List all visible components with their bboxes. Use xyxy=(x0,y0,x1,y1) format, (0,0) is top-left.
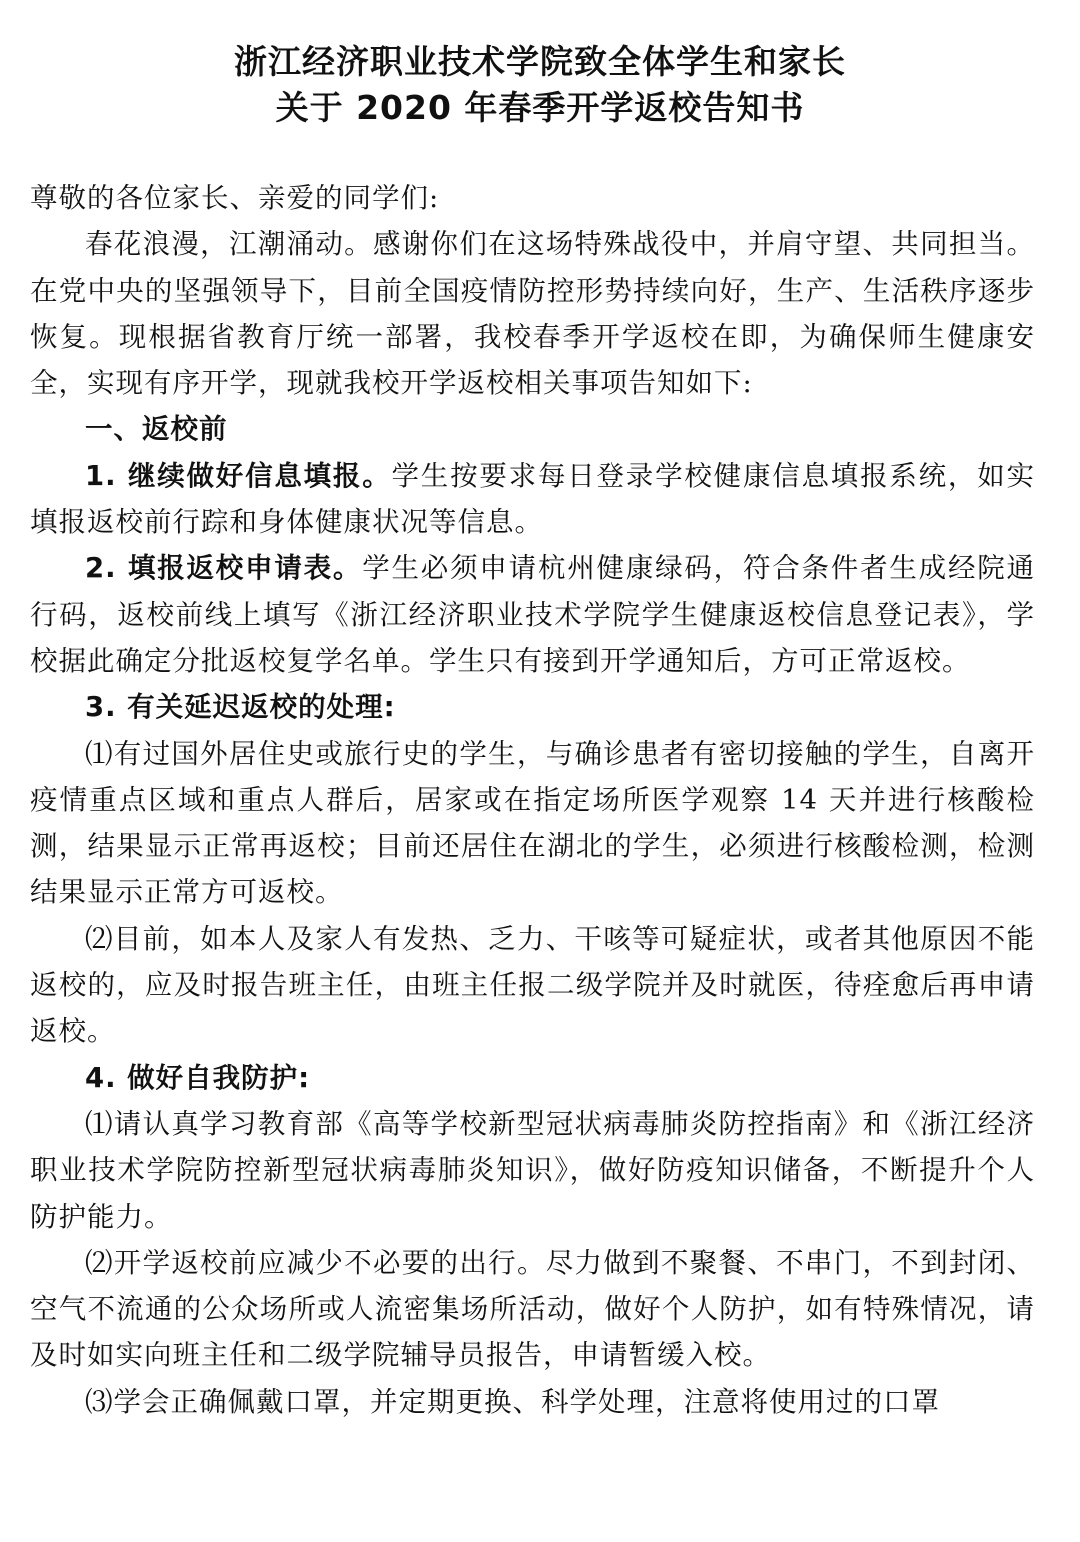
document-body xyxy=(30,175,1035,1425)
item-3-sub-2: ⑵目前，如本人及家人有发热、乏力、干咳等可疑症状，或者其他原因不能返校的，应及时报告班主任，由班主任报二级学院并及时就医，待痊愈后再申请返校。 xyxy=(30,922,1035,1048)
document-title-line-2: 关于 2020 年春季开学返校告知书 xyxy=(275,88,805,127)
intro-paragraph: 春花浪漫，江潮涌动。感谢你们在这场特殊战役中，并肩守望、共同担当。在党中央的坚强领导下，目前全国疫情防控形势持续向好，生产、生活秩序逐步恢复。现根据省教育厅统一部署，我校春季开学返校在即，为确保师生健康安全，实现有序开学，现就我校开学返校相关事项告知如下: xyxy=(30,228,1035,400)
item-1-text: 学生按要求每日登录学校健康信息填报系统，如实填报返校前行踪和身体健康状况等信息。 xyxy=(30,459,1036,539)
salutation: 尊敬的各位家长、亲爱的同学们: xyxy=(30,182,440,214)
item-4-sub-2: ⑵开学返校前应减少不必要的出行。尽力做到不聚餐、不串门，不到封闭、空气不流通的公众场所或人流密集场所活动，做好个人防护，如有特殊情况，请及时如实向班主任和二级学院辅导员报告，申请暂缓入校。 xyxy=(30,1246,1035,1372)
item-3-heading: 3. 有关延迟返校的处理: xyxy=(85,691,396,724)
section-heading-before-return: 一、返校前 xyxy=(85,413,228,446)
item-2-paragraph xyxy=(30,545,1035,684)
document-title-line-1: 浙江经济职业技术学院致全体学生和家长 xyxy=(234,42,846,81)
item-3-sub-1: ⑴有过国外居住史或旅行史的学生，与确诊患者有密切接触的学生，自离开疫情重点区域和重点人群后，居家或在指定场所医学观察 14 天并进行核酸检测，结果显示正常再返校；目前还居住在湖北的学生，必须进行核酸检测，检测结果显示正常方可返校。 xyxy=(30,737,1035,909)
item-1-lead: 1. 继续做好信息填报。 xyxy=(85,459,392,492)
item-2-lead: 2. 填报返校申请表。 xyxy=(85,552,363,585)
item-4-sub-3: ⑶学会正确佩戴口罩，并定期更换、科学处理，注意将使用过的口罩 xyxy=(85,1385,940,1418)
item-4-sub-1: ⑴请认真学习教育部《高等学校新型冠状病毒肺炎防控指南》和《浙江经济职业技术学院防控新型冠状病毒肺炎知识》，做好防疫知识储备，不断提升个人防护能力。 xyxy=(30,1107,1035,1233)
item-2-text: 学生必须申请杭州健康绿码，符合条件者生成经院通行码，返校前线上填写《浙江经济职业技术学院学生健康返校信息登记表》，学校据此确定分批返校复学名单。学生只有接到开学通知后，方可正常返校。 xyxy=(30,552,1036,677)
item-1-paragraph xyxy=(30,453,1035,546)
item-4-heading: 4. 做好自我防护: xyxy=(85,1061,311,1094)
